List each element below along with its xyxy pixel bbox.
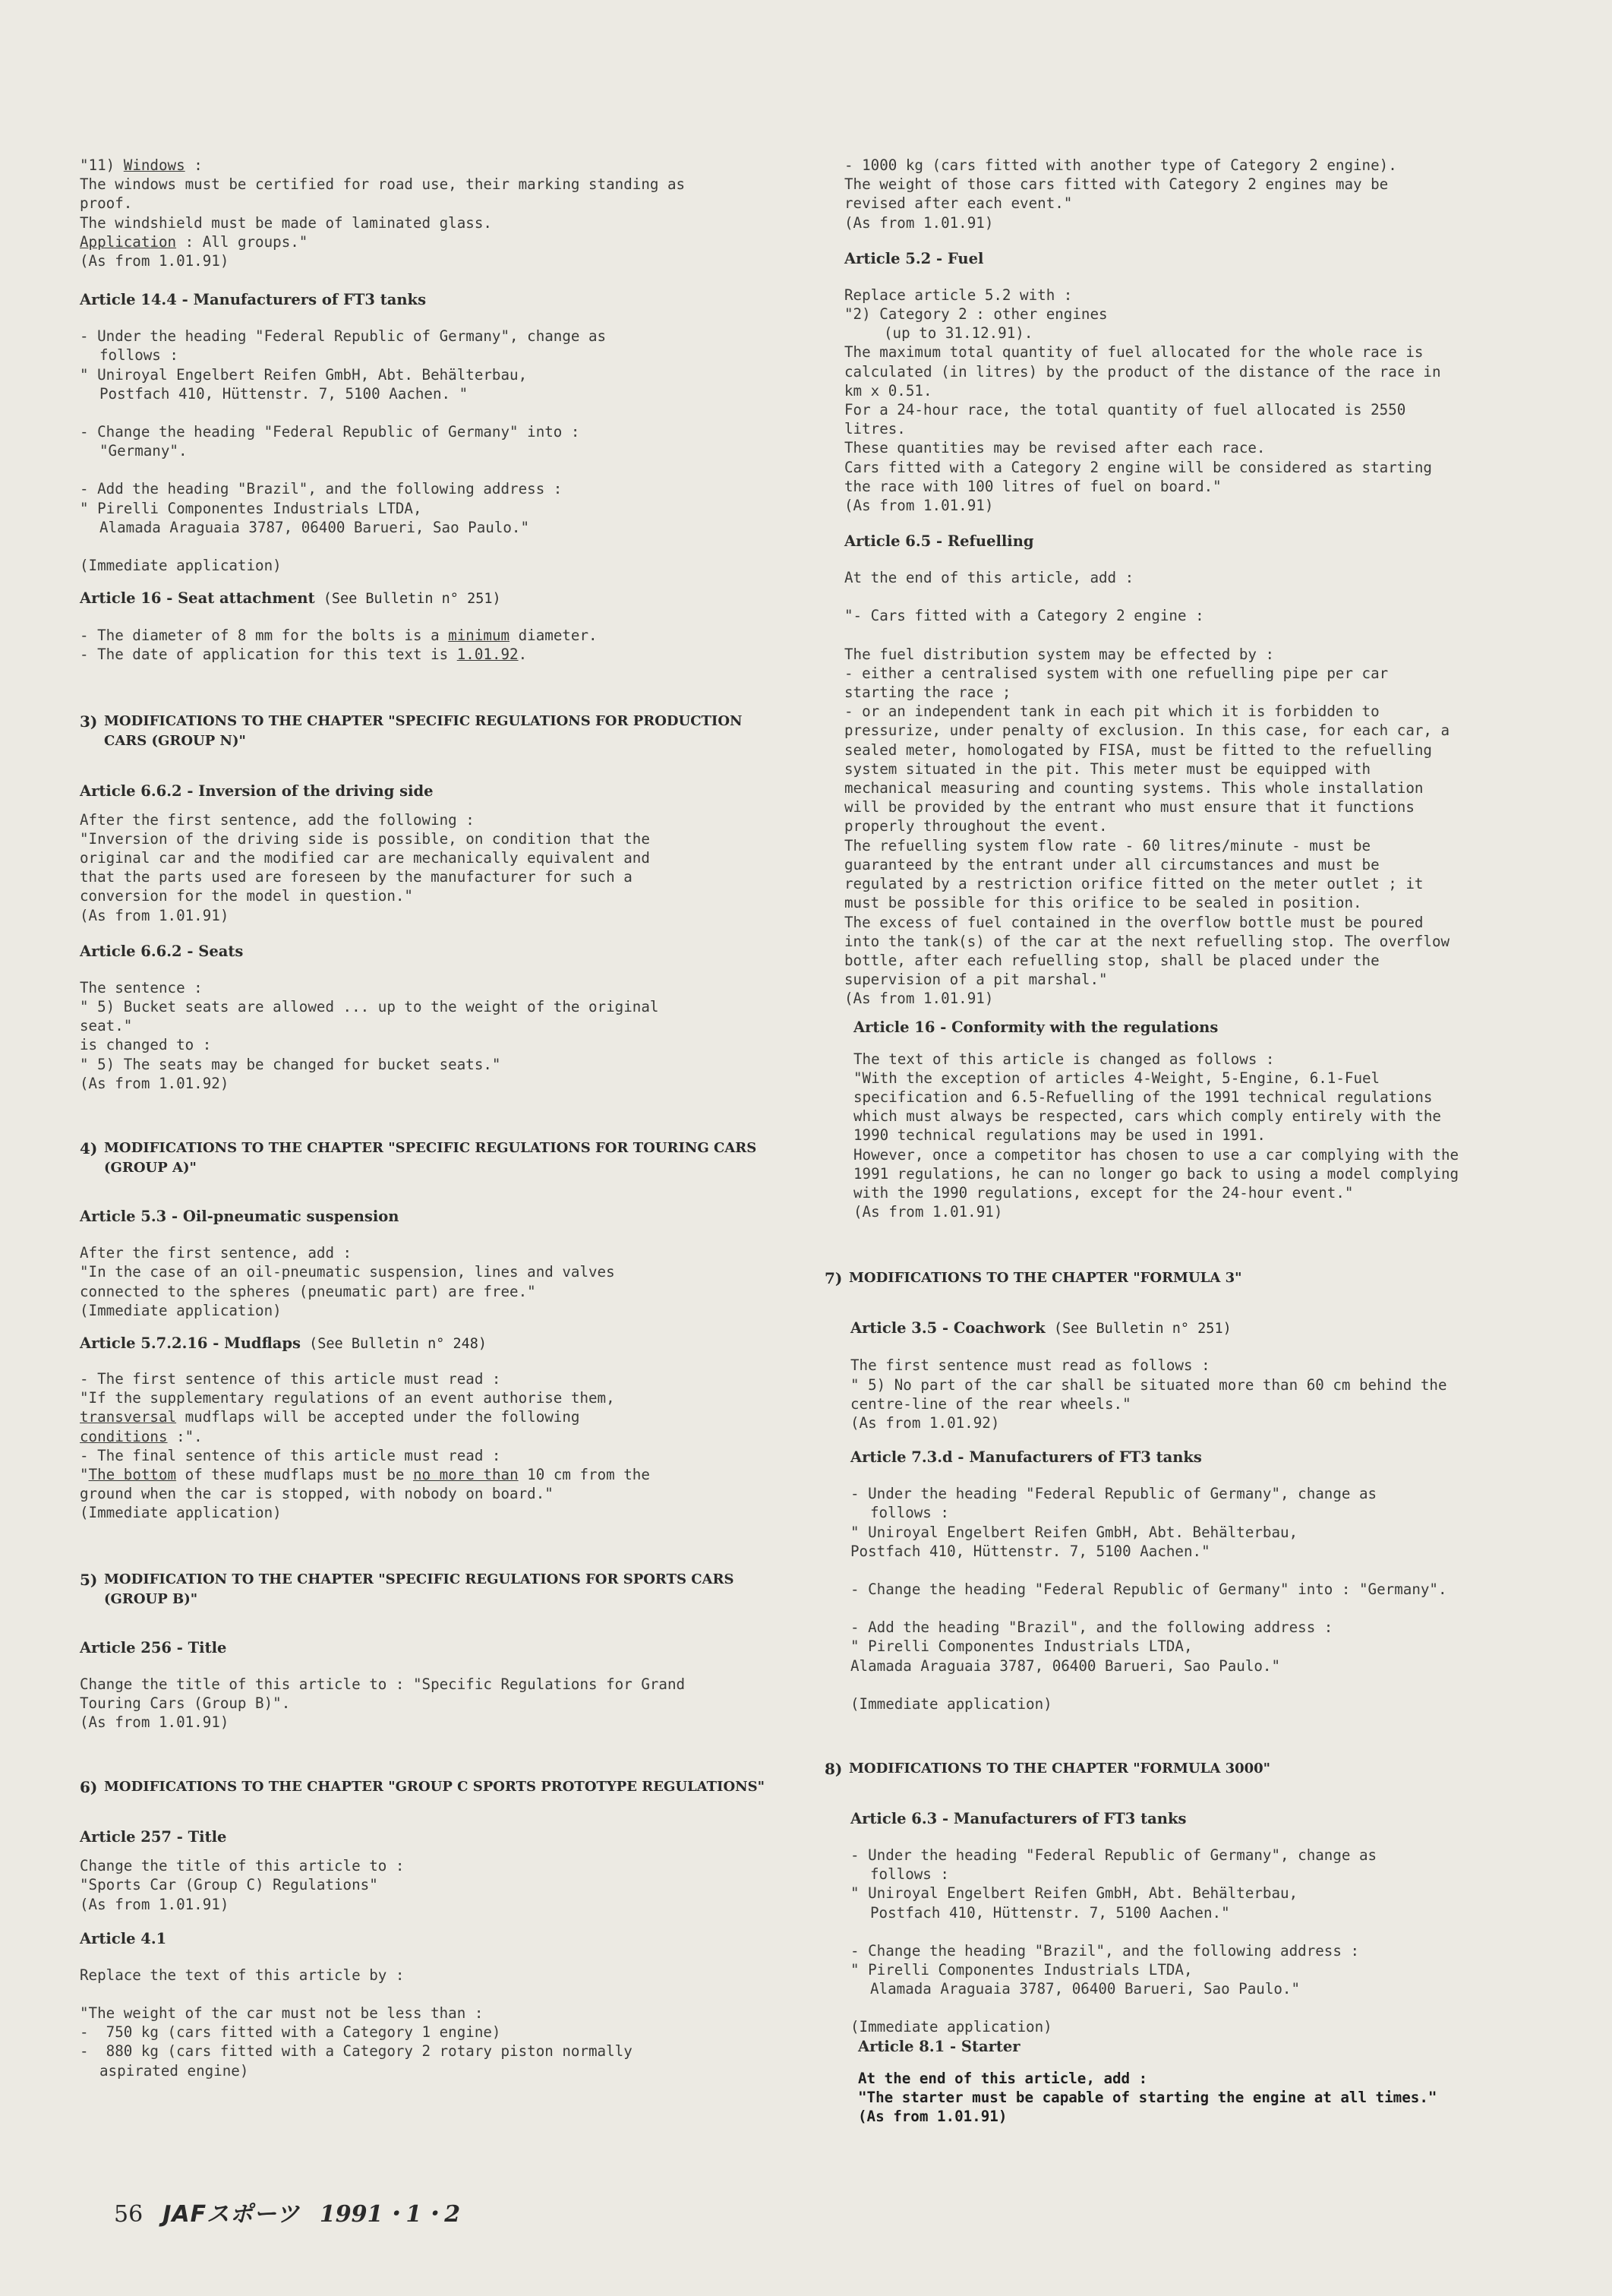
article-6-5-body: At the end of this article, add : "- Cars fitted with a Category 2 engine : The fuel distribution system may be effected by : - either a centralised system with one refuelling pipe per car starting the race ; - or an independent tank in each pit which it is forbidden to pressurize, under penalty of exclusion. In this case, for each car, a sealed meter, homologated by FISA, must be fitted to the refuelling system situated in the pit. This meter must be equipped with mechanical measuring and counting systems. This whole installation will be provided by the entrant who must ensure that it functions properly throughout the event. The refuelling system flow rate - 60 litres/minute - must be guaranteed by the entrant under all circumstances and must be regulated by a restriction orifice fitted on the meter outlet ; it must be possible for this orifice to be sealed in position. The excess of fuel contained in the overflow bottle must be poured into the tank(s) of the car at the next refuelling stop. The overflow bottle, after each refuelling stop, shall be placed under the supervision of a pit marshal." (As from 1.01.91) (844, 569, 1450, 1008)
article-5-2-body: Replace article 5.2 with : "2) Category 2 : other engines (up to 31.12.91). The maximum total quantity of fuel allocated for the whole race is calculated (in litres) by the product of the distance of the race in km x 0.51. For a 24-hour race, the total quantity of fuel allocated is 2550 litres. These quantities may be revised after each race. Cars fitted with a Category 2 engine will be considered as starting the race with 100 litres of fuel on board." (As from 1.01.91) (844, 286, 1441, 515)
article-3-5-title: Article 3.5 - Coachwork (See Bulletin n° 251) (850, 1319, 1232, 1337)
issue-date: 1991・1・2 (319, 2201, 461, 2228)
article-257-body: Change the title of this article to : "Sports Car (Group C) Regulations" (As from 1.01.91) (80, 1857, 405, 1913)
publication-logo: JAFスポーツ (162, 2201, 300, 2228)
article-6-5-title: Article 6.5 - Refuelling (844, 532, 1034, 551)
article-6-3-title: Article 6.3 - Manufacturers of FT3 tanks (850, 1809, 1187, 1827)
page-number: 56 (114, 2201, 144, 2228)
article-256-body: Change the title of this article to : "Specific Regulations for Grand Touring Cars (Group B)". (As from 1.01.91) (80, 1675, 686, 1731)
article-4-1-body: Replace the text of this article by : "The weight of the car must not be less than : - 750 kg (cars fitted with a Category 1 engine) - 880 kg (cars fitted with a Category 2 rotary piston normally aspirated engine) (80, 1966, 632, 2080)
weight-continuation: - 1000 kg (cars fitted with another type of Category 2 engine). The weight of those cars fitted with Category 2 engines may be revised after each event." (As from 1.01.91) (844, 156, 1397, 232)
article-8-1 (844, 2037, 1528, 2127)
article-8-1-title: Article 8.1 - Starter (858, 2037, 1021, 2055)
section-4-heading: 4) MODIFICATIONS TO THE CHAPTER "SPECIFIC REGULATIONS FOR TOURING CARS (GROUP A)" (80, 1139, 757, 1176)
section-5-heading: 5) MODIFICATION TO THE CHAPTER "SPECIFIC REGULATIONS FOR SPORTS CARS (GROUP B)" (80, 1570, 734, 1607)
article-16-title: Article 16 - Seat attachment (See Bulletin n° 251) (80, 589, 501, 608)
article-3-5-body: The first sentence must read as follows : " 5) No part of the car shall be situated more than 60 cm behind the centre-line of the rear wheels." (As from 1.01.92) (850, 1356, 1447, 1432)
article-6-6-2-seats-title: Article 6.6.2 - Seats (80, 942, 244, 960)
article-6-6-2-inversion-body: After the first sentence, add the following : "Inversion of the driving side is possible, on condition that the original car and the modified car are mechanically equivalent and that the parts used are foreseen by the manufacturer for such a conversion for the model in question." (As from 1.01.91) (80, 810, 650, 924)
left-column (80, 156, 763, 2080)
article-256-title: Article 256 - Title (80, 1638, 227, 1656)
page-footer (114, 2195, 460, 2228)
article-16-body: - The diameter of 8 mm for the bolts is a minimum diameter. - The date of application for this text is 1.01.92. (80, 627, 598, 664)
article-5-3-title: Article 5.3 - Oil-pneumatic suspension (80, 1208, 399, 1226)
article-7-3-d-title: Article 7.3.d - Manufacturers of FT3 tanks (850, 1448, 1202, 1467)
article-4-1-title: Article 4.1 (80, 1929, 167, 1947)
article-6-6-2-inversion-title: Article 6.6.2 - Inversion of the driving side (80, 782, 434, 800)
article-6-6-2-seats-body: The sentence : " 5) Bucket seats are allowed ... up to the weight of the original seat." is changed to : " 5) The seats may be changed for bucket seats." (As from 1.01.92) (80, 978, 659, 1092)
article-5-2-title: Article 5.2 - Fuel (844, 249, 984, 267)
article-14-4-title: Article 14.4 - Manufacturers of FT3 tanks (80, 291, 427, 309)
section-7-heading: 7) MODIFICATIONS TO THE CHAPTER "FORMULA 3" (825, 1269, 1242, 1288)
article-5-7-2-16-body: - The first sentence of this article must read : "If the supplementary regulations of an event authorise them, transversal mudflaps will be accepted under the following conditions :". - The final sentence of this article must read : "The bottom of these mudflaps must be no more than 10 cm from the ground when the car is stopped, with nobody on board." (Immediate application) (80, 1369, 650, 1522)
windows-heading: Windows (123, 156, 185, 174)
section-3-heading: 3) MODIFICATIONS TO THE CHAPTER "SPECIFIC REGULATIONS FOR PRODUCTION CARS (GROUP N)" (80, 712, 743, 749)
article-16-conformity-title: Article 16 - Conformity with the regulations (853, 1018, 1219, 1036)
windows-block: "11) Windows : The windows must be certified for road use, their marking standing as proof. The windshield must be made of laminated glass. Application : All groups." (As from 1.01.91) (80, 156, 686, 270)
section-6-heading: 6) MODIFICATIONS TO THE CHAPTER "GROUP C SPORTS PROTOTYPE REGULATIONS" (80, 1778, 765, 1797)
article-5-7-2-16-title: Article 5.7.2.16 - Mudflaps (See Bulletin n° 248) (80, 1334, 487, 1352)
article-8-1-body: At the end of this article, add : "The starter must be capable of starting the engine at all times." (As from 1.01.91) (858, 2069, 1437, 2126)
article-5-3-body: After the first sentence, add : "In the case of an oil-pneumatic suspension, lines and valves connected to the spheres (pneumatic part) are free." (Immediate application) (80, 1244, 615, 1319)
article-257-title: Article 257 - Title (80, 1828, 227, 1846)
section-8-heading: 8) MODIFICATIONS TO THE CHAPTER "FORMULA 3000" (825, 1759, 1271, 1778)
article-6-3-body: - Under the heading "Federal Republic of Germany", change as follows : " Uniroyal Engelbert Reifen GmbH, Abt. Behälterbau, Postfach 410, Hüttenstr. 7, 5100 Aachen." - Change the heading "Brazil", and the following address : " Pirelli Componentes Industrials LTDA, Alamada Araguaia 3787, 06400 Barueri, Sao Paulo." (Immediate application) (850, 1846, 1377, 2036)
article-14-4-body: - Under the heading "Federal Republic of Germany", change as follows : " Uniroyal Engelbert Reifen GmbH, Abt. Behälterbau, Postfach 410, Hüttenstr. 7, 5100 Aachen. " - Change the heading "Federal Republic of Germany" into : "Germany". - Add the heading "Brazil", and the following address : " Pirelli Componentes Industrials LTDA, Alamada Araguaia 3787, 06400 Barueri, Sao Paulo." (Immediate application) (80, 327, 607, 575)
article-7-3-d-body: - Under the heading "Federal Republic of Germany", change as follows : " Uniroyal Engelbert Reifen GmbH, Abt. Behälterbau, Postfach 410, Hüttenstr. 7, 5100 Aachen." - Change the heading "Federal Republic of Germany" into : "Germany". - Add the heading "Brazil", and the following address : " Pirelli Componentes Industrials LTDA, Alamada Araguaia 3787, 06400 Barueri, Sao Paulo." (Immediate application) (850, 1485, 1447, 1713)
article-16-conformity: Article 16 - Conformity with the regulations The text of this article is changed as follows : "With the exception of articles 4-Weight, 5-Engine, 6.1-Fuel specification and 6.5-Refuelling of the 1991 technical regulations which must always be respected, cars which comply entirely with the 1990 technical regulations may be used in 1991. However, once a competitor has chosen to use a car complying with the 1991 regulations, he can no longer go back to using a model complying with the 1990 regulations, except for the 24-hour event." (As from 1.01.91) (844, 1018, 1528, 1222)
right-column (825, 156, 1528, 2126)
